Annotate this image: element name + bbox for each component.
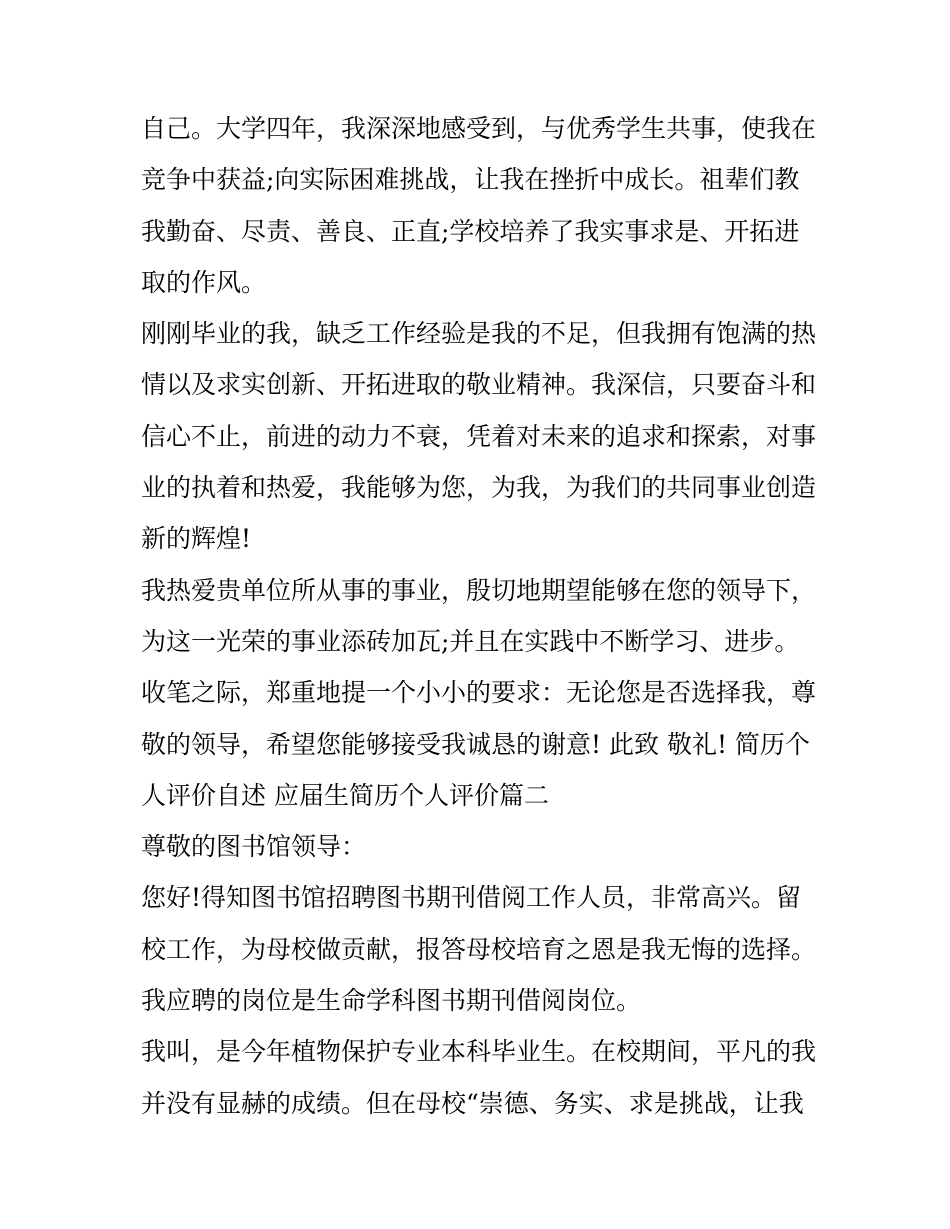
text-line: 我勤奋、尽责、善良、正直;学校培养了我实事求是、开拓进 xyxy=(141,216,800,246)
text-line: 自己。大学四年，我深深地感受到，与优秀学生共事，使我在 xyxy=(141,114,817,143)
document-body xyxy=(141,103,821,1129)
text-line: 收笔之际，郑重地提一个小小的要求：无论您是否选择我，尊 xyxy=(141,678,817,708)
text-line: 并没有显赫的成绩。但在母校“崇德、务实、求是挑战，让我 xyxy=(141,1088,804,1118)
text-line: 尊敬的图书馆领导： xyxy=(141,832,367,862)
text-line: 人评价自述 应届生简历个人评价篇二 xyxy=(141,780,549,810)
text-line: 敬的领导，希望您能够接受我诚恳的谢意! 此致 敬礼! 简历个 xyxy=(141,729,810,759)
text-line: 情以及求实创新、开拓进取的敬业精神。我深信，只要奋斗和 xyxy=(141,370,817,400)
text-line: 我热爱贵单位所从事的事业，殷切地期望能够在您的领导下， xyxy=(141,575,817,605)
text-line: 竞争中获益;向实际困难挑战，让我在挫折中成长。祖辈们教 xyxy=(141,165,800,195)
text-line: 业的执着和热爱，我能够为您，为我，为我们的共同事业创造 xyxy=(141,473,817,503)
text-line: 为这一光荣的事业添砖加瓦;并且在实践中不断学习、进步。 xyxy=(141,626,800,656)
text-line: 我叫，是今年植物保护专业本科毕业生。在校期间，平凡的我 xyxy=(141,1037,817,1067)
text-line: 您好!得知图书馆招聘图书期刊借阅工作人员，非常高兴。留 xyxy=(141,883,802,913)
text-line: 我应聘的岗位是生命学科图书期刊借阅岗位。 xyxy=(141,986,642,1016)
text-line: 取的作风。 xyxy=(141,267,267,297)
text-line: 校工作，为母校做贡献，报答母校培育之恩是我无悔的选择。 xyxy=(141,934,817,964)
text-line: 新的辉煌! xyxy=(141,524,252,554)
text-line: 刚刚毕业的我，缺乏工作经验是我的不足，但我拥有饱满的热 xyxy=(141,319,817,349)
text-line: 信心不止，前进的动力不衰，凭着对未来的追求和探索，对事 xyxy=(141,421,817,451)
